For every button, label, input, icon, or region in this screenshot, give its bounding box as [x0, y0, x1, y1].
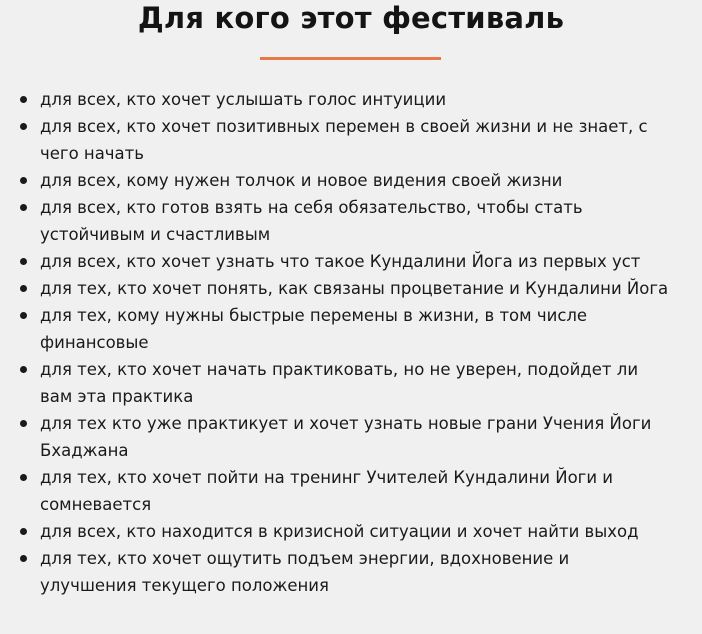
list-item-text: для тех кто уже практикует и хочет узнать новые грани Учения Йоги Бхаджана [40, 414, 652, 460]
list-item-text: для тех, кто хочет пойти на тренинг Учителей Кундалини Йоги и сомневается [40, 468, 614, 514]
list-item [0, 302, 670, 356]
list-item-text: для всех, кто находится в кризисной ситуации и хочет найти выход [40, 522, 639, 541]
list-item-text: для всех, кто хочет узнать что такое Кундалини Йога из первых уст [40, 252, 641, 271]
bullet-icon [20, 555, 27, 562]
list-item [0, 86, 670, 113]
list-item [0, 410, 670, 464]
list-item [0, 167, 670, 194]
list-item [0, 275, 670, 302]
bullet-icon [20, 285, 27, 292]
list-item-text: для всех, кто хочет услышать голос интуиции [40, 90, 447, 109]
list-item-text: для тех, кому нужны быстрые перемены в жизни, в том числе финансовые [40, 306, 588, 352]
list-item [0, 464, 670, 518]
audience-list [0, 86, 670, 599]
list-item-text: для всех, кто готов взять на себя обязательство, чтобы стать устойчивым и счастливым [40, 198, 583, 244]
section-title: Для кого этот фестиваль [137, 1, 565, 35]
list-item [0, 113, 670, 167]
list-item-text: для всех, кому нужен толчок и новое видения своей жизни [40, 171, 563, 190]
list-item [0, 194, 670, 248]
bullet-icon [20, 366, 27, 373]
list-item-text: для тех, кто хочет понять, как связаны процветание и Кундалини Йога [40, 279, 669, 298]
bullet-icon [20, 204, 27, 211]
list-item [0, 545, 670, 599]
bullet-icon [20, 258, 27, 265]
list-item-text: для тех, кто хочет ощутить подъем энергии, вдохновение и улучшения текущего положения [40, 549, 570, 595]
list-item-text: для тех, кто хочет начать практиковать, но не уверен, подойдет ли вам эта практика [40, 360, 639, 406]
bullet-icon [20, 528, 27, 535]
list-item [0, 518, 670, 545]
list-item [0, 356, 670, 410]
bullet-icon [20, 96, 27, 103]
bullet-icon [20, 474, 27, 481]
bullet-icon [20, 420, 27, 427]
list-item [0, 248, 670, 275]
bullet-icon [20, 312, 27, 319]
list-item-text: для всех, кто хочет позитивных перемен в своей жизни и не знает, с чего начать [40, 117, 648, 163]
title-divider [260, 57, 441, 60]
bullet-icon [20, 123, 27, 130]
bullet-icon [20, 177, 27, 184]
